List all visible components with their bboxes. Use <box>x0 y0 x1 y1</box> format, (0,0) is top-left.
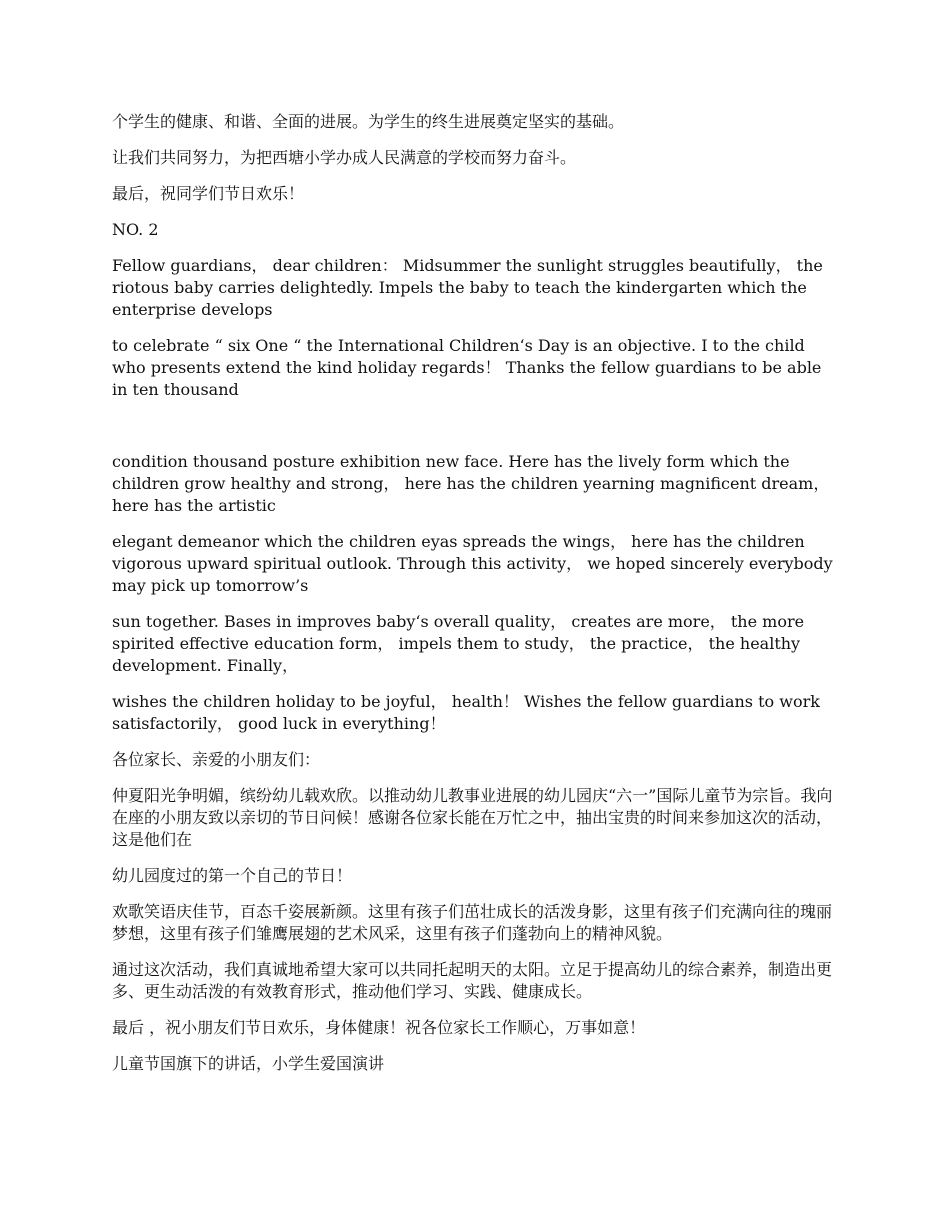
paragraph: sun together. Bases in improves baby‘s overall quality， creates are more， the more spirited effective education form， impels them to study， the practice， the healthy development. Finally， <box>112 612 805 675</box>
paragraph: condition thousand posture exhibition new face. Here has the lively form which the children grow healthy and strong， here has the children yearning magnificent dream， here has the artistic <box>112 452 830 515</box>
paragraph: 最后，祝同学们节日欢乐！ <box>112 184 305 203</box>
section-heading: NO. 2 <box>112 220 159 239</box>
paragraph: 仲夏阳光争明媚，缤纷幼儿载欢欣。以推动幼儿教事业进展的幼儿园庆“六一”国际儿童节为宗旨。我向在座的小朋友致以亲切的节日问候！感谢各位家长能在万忙之中，抽出宝贵的时间来参加这次的活动，这是他们在 <box>112 786 833 849</box>
paragraph: 通过这次活动，我们真诚地希望大家可以共同托起明天的太阳。立足于提高幼儿的综合素养，制造出更多、更生动活泼的有效教育形式，推动他们学习、实践、健康成长。 <box>112 960 833 1001</box>
paragraph: 儿童节国旗下的讲话，小学生爱国演讲 <box>112 1054 385 1073</box>
salutation: 各位家长、亲爱的小朋友们： <box>112 750 321 769</box>
document-page <box>112 111 840 1089</box>
paragraph: 个学生的健康、和谐、全面的进展。为学生的终生进展奠定坚实的基础。 <box>112 112 625 131</box>
paragraph: 最后 ，祝小朋友们节日欢乐，身体健康！祝各位家长工作顺心，万事如意！ <box>112 1018 646 1037</box>
paragraph: to celebrate “ six One “ the International Children‘s Day is an objective. I to the child who presents extend the kind holiday regards！ Thanks the fellow guardians to be able in ten thousand <box>112 336 822 399</box>
paragraph: 欢歌笑语庆佳节，百态千姿展新颜。这里有孩子们茁壮成长的活泼身影，这里有孩子们充满向往的瑰丽梦想，这里有孩子们雏鹰展翅的艺术风采，这里有孩子们蓬勃向上的精神风貌。 <box>112 902 833 943</box>
paragraph: 让我们共同努力，为把西塘小学办成人民满意的学校而努力奋斗。 <box>112 148 577 167</box>
paragraph: elegant demeanor which the children eyas spreads the wings， here has the children vigorous upward spiritual outlook. Through this activity， we hoped sincerely everybody may pick up tomorrow’s <box>112 532 833 595</box>
paragraph: 幼儿园度过的第一个自己的节日！ <box>112 866 353 885</box>
paragraph: Fellow guardians， dear children： Midsummer the sunlight struggles beautifully， the riotous baby carries delightedly. Impels the baby to teach the kindergarten which the enterprise develops <box>112 256 823 319</box>
paragraph: wishes the children holiday to be joyful， health！ Wishes the fellow guardians to work satisfactorily， good luck in everything！ <box>112 692 820 733</box>
